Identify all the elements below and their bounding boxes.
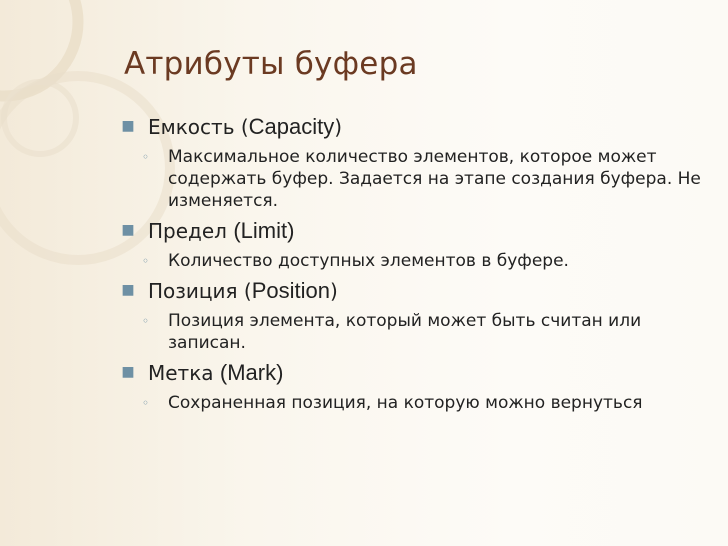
bullet-text bbox=[148, 112, 718, 142]
subbullet-limit bbox=[108, 250, 718, 272]
bullet-label-en: (Mark) bbox=[219, 360, 284, 385]
bullet-limit bbox=[108, 216, 718, 246]
subbullet-marker-icon: ◦ bbox=[142, 254, 150, 268]
bullet-marker-icon: ■ bbox=[121, 118, 135, 134]
bullet-text bbox=[148, 216, 718, 246]
subbullet-text: Сохраненная позиция, на которую можно вернуться bbox=[168, 393, 643, 413]
bullet-label-en: (Limit) bbox=[233, 218, 295, 243]
bullet-label-suffix: ) bbox=[334, 115, 343, 139]
bullet-label-en: Capacity bbox=[248, 114, 335, 139]
subbullet-text: Количество доступных элементов в буфере. bbox=[168, 251, 569, 271]
slide-title: Атрибуты буфера bbox=[124, 46, 418, 82]
subbullet-position bbox=[108, 310, 718, 354]
bullet-label-prefix: Позиция ( bbox=[148, 279, 252, 303]
subbullet-marker-icon: ◦ bbox=[142, 314, 150, 328]
bullet-mark bbox=[108, 358, 718, 388]
subbullet-capacity bbox=[108, 146, 718, 212]
bullet-marker-icon: ■ bbox=[121, 282, 135, 298]
subbullet-marker-icon: ◦ bbox=[142, 396, 150, 410]
subbullet-mark bbox=[108, 392, 718, 414]
bullet-label-en: Position bbox=[251, 278, 330, 303]
bullet-label-prefix: Емкость ( bbox=[148, 115, 249, 139]
slide-content bbox=[108, 112, 718, 418]
bullet-label-suffix: ) bbox=[330, 279, 338, 303]
bullet-capacity bbox=[108, 112, 718, 142]
bullet-text bbox=[148, 358, 718, 388]
bullet-position bbox=[108, 276, 718, 306]
bullet-label-prefix: Предел bbox=[148, 219, 234, 243]
bullet-text bbox=[148, 276, 718, 306]
bullet-label-prefix: Метка bbox=[148, 361, 220, 385]
subbullet-text: Максимальное количество элементов, которое может содержать буфер. Задается на этапе создания буфера. Не изменяется. bbox=[168, 147, 701, 211]
bullet-marker-icon: ■ bbox=[121, 222, 135, 238]
bullet-marker-icon: ■ bbox=[121, 364, 135, 380]
subbullet-marker-icon: ◦ bbox=[142, 150, 150, 164]
subbullet-text: Позиция элемента, который может быть считан или записан. bbox=[168, 311, 642, 353]
